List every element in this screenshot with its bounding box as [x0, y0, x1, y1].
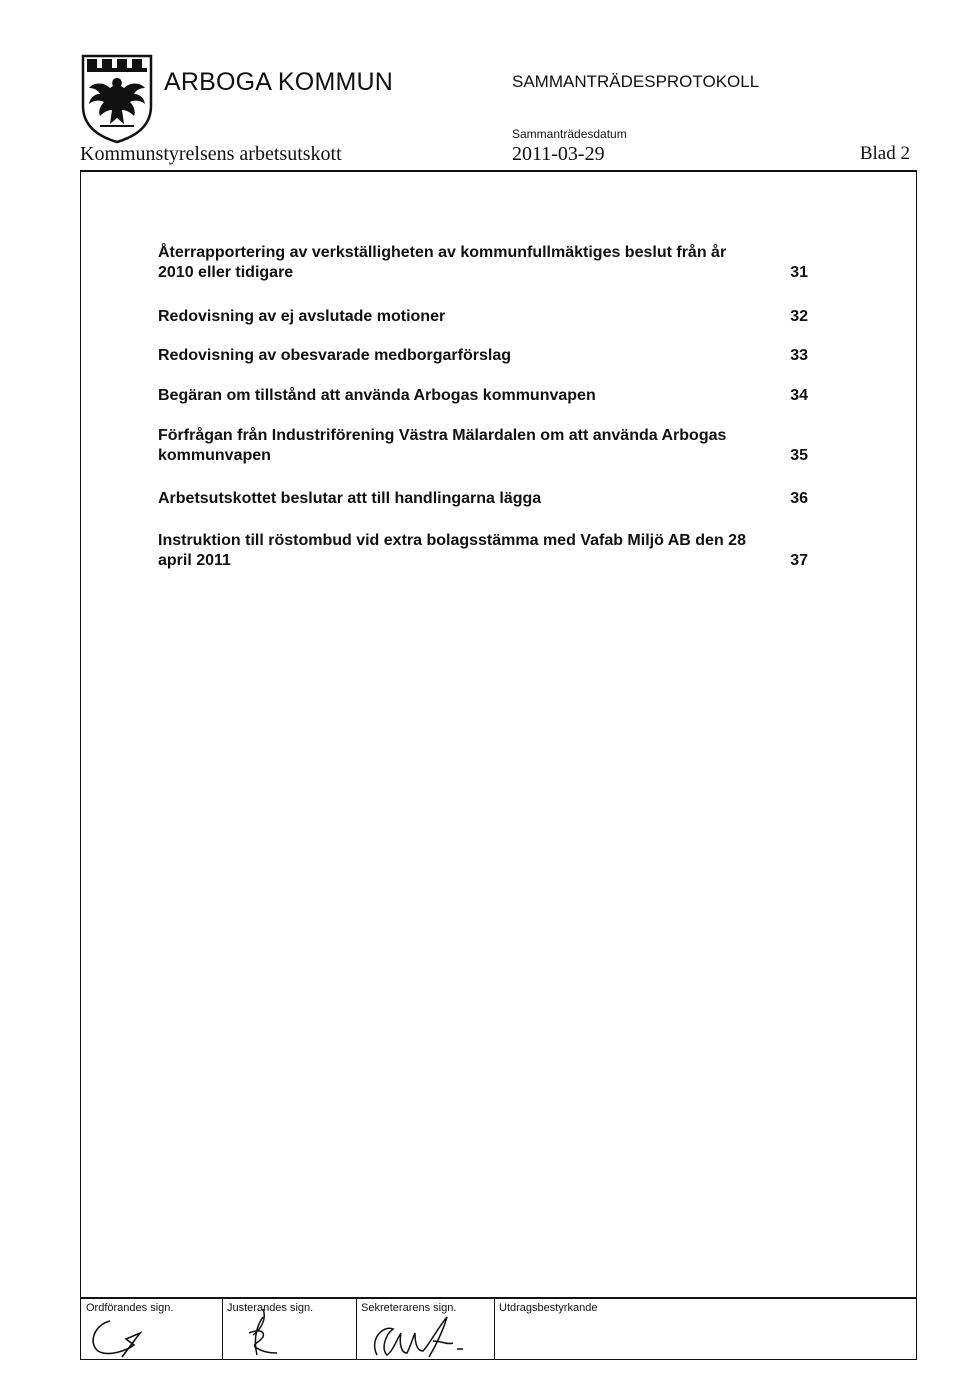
- document-type: SAMMANTRÄDESPROTOKOLL: [512, 72, 760, 91]
- committee-name: Kommunstyrelsens arbetsutskott: [80, 143, 342, 165]
- agenda-item: [158, 386, 808, 406]
- agenda-item-title: Instruktion till röstombud vid extra bolagsstämma med Vafab Miljö AB den 28 april 2011: [158, 532, 746, 569]
- agenda-item: [158, 307, 808, 327]
- agenda-item: [158, 426, 808, 466]
- agenda-item-number: 35: [790, 447, 808, 464]
- agenda-item: [158, 489, 808, 509]
- adjuster-signature-scribble: [223, 1299, 357, 1360]
- extract-certification-cell: [494, 1299, 916, 1360]
- chair-signature-label: Ordförandes sign.: [86, 1302, 174, 1314]
- coat-of-arms-icon: [80, 52, 154, 144]
- agenda-item-title: Redovisning av ej avslutade motioner: [158, 308, 446, 325]
- meeting-date-label: Sammanträdesdatum: [512, 127, 627, 141]
- meeting-date: 2011-03-29: [512, 143, 605, 165]
- agenda-item-number: 31: [790, 264, 808, 281]
- agenda-item: [158, 346, 808, 366]
- agenda-item-title: Redovisning av obesvarade medborgarförslag: [158, 347, 511, 364]
- agenda-item-number: 37: [790, 552, 808, 569]
- adjuster-signature-label: Justerandes sign.: [227, 1302, 314, 1314]
- agenda-item-number: 36: [790, 490, 808, 507]
- extract-certification-label: Utdragsbestyrkande: [499, 1302, 598, 1314]
- agenda-item-title: Arbetsutskottet beslutar att till handlingarna lägga: [158, 490, 542, 507]
- chair-signature-scribble: [82, 1299, 222, 1360]
- secretary-signature-cell: [356, 1299, 494, 1360]
- agenda-item: [158, 531, 808, 571]
- agenda-item-number: 32: [790, 308, 808, 325]
- agenda-item: [158, 243, 808, 283]
- agenda-item-title: Begäran om tillstånd att använda Arbogas kommunvapen: [158, 387, 596, 404]
- agenda-item-number: 34: [790, 387, 808, 404]
- secretary-signature-label: Sekreterarens sign.: [361, 1302, 457, 1314]
- secretary-signature-scribble: [357, 1299, 495, 1360]
- chair-signature-cell: [82, 1299, 222, 1360]
- adjuster-signature-cell: [222, 1299, 356, 1360]
- page-label: Blad 2: [859, 143, 910, 164]
- agenda-item-number: 33: [790, 347, 808, 364]
- agenda-item-title: Återrapportering av verkställigheten av kommunfullmäktiges beslut från år 2010 eller tidigare: [158, 244, 727, 281]
- organization-name: ARBOGA KOMMUN: [164, 68, 394, 96]
- agenda-item-title: Förfrågan från Industriförening Västra Mälardalen om att använda Arbogas kommunvapen: [158, 427, 727, 464]
